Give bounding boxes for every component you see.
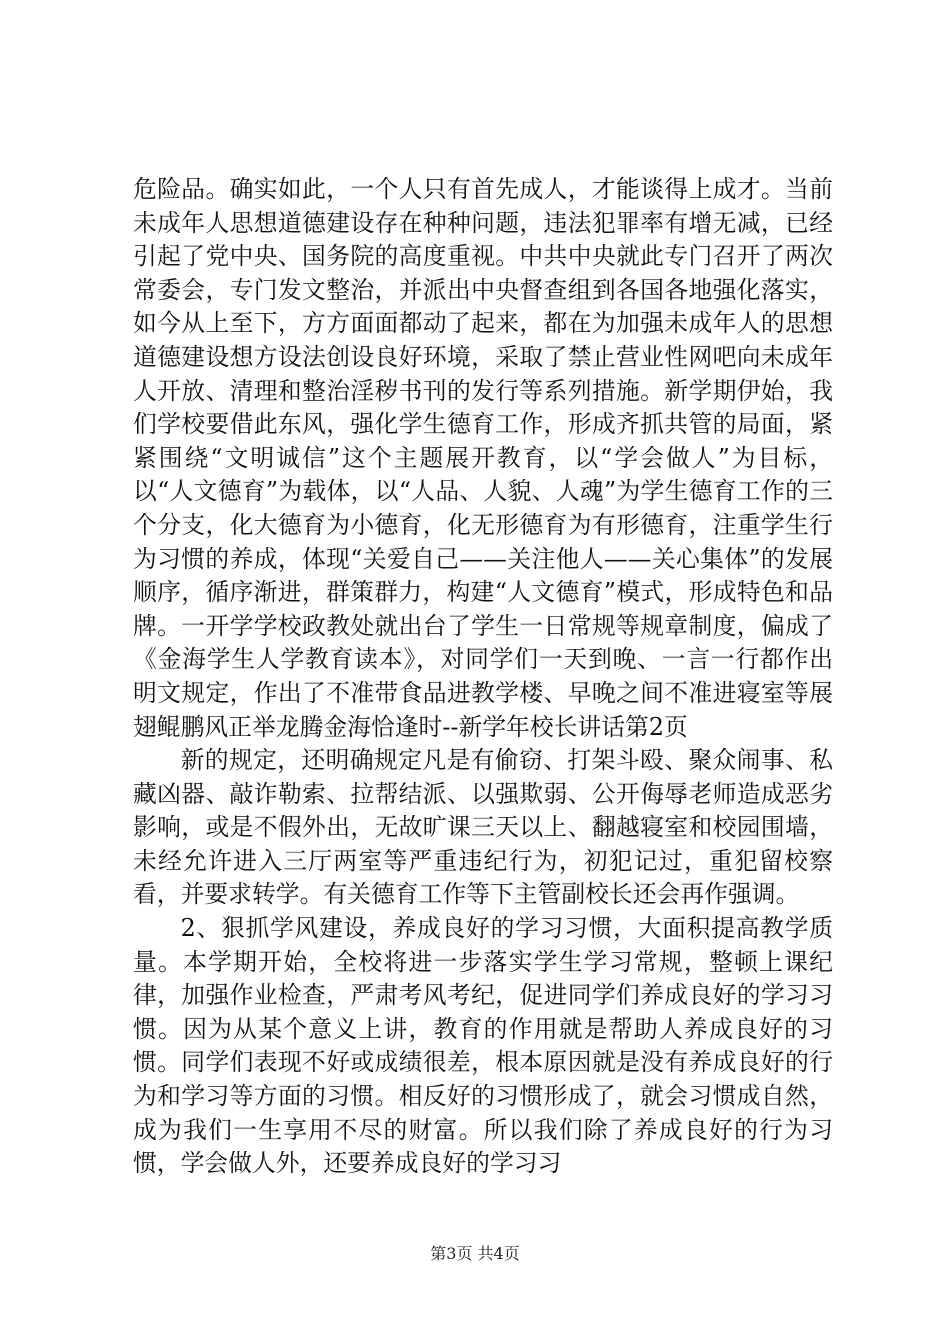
page-footer: 第3页 共4页: [430, 1244, 520, 1263]
paragraph-2: 新的规定，还明确规定凡是有偷窃、打架斗殴、聚众闹事、私藏凶器、敲诈勒索、拉帮结派、以强欺弱、公开侮辱老师造成恶劣影响，或是不假外出，无故旷课三天以上、翻越寝室和校园围墙，未经允许进入三厅两室等严重违纪行为，初犯记过，重犯留校察看，并要求转学。有关德育工作等下主管副校长还会再作强调。: [133, 746, 833, 909]
paragraph-3: 2、狠抓学风建设，养成良好的学习习惯，大面积提高教学质量。本学期开始，全校将进一步落实学生学习常规，整顿上课纪律，加强作业检查，严肃考风考纪，促进同学们养成良好的学习习惯。因为从某个意义上讲，教育的作用就是帮助人养成良好的习惯。同学们表现不好或成绩很差，根本原因就是没有养成良好的行为和学习等方面的习惯。相反好的习惯形成了，就会习惯成自然，成为我们一生享用不尽的财富。所以我们除了养成良好的行为习惯，学会做人外，还要养成良好的学习习: [133, 914, 833, 1178]
paragraph-1: 危险品。确实如此，一个人只有首先成人，才能谈得上成才。当前未成年人思想道德建设存在种种问题，违法犯罪率有增无减，已经引起了党中央、国务院的高度重视。中共中央就此专门召开了两次常委会，专门发文整治，并派出中央督查组到各国各地强化落实，如今从上至下，方方面面都动了起来，都在为加强未成年人的思想道德建设想方设法创设良好环境，采取了禁止营业性网吧向未成年人开放、清理和整治淫秽书刊的发行等系列措施。新学期伊始，我们学校要借此东风，强化学生德育工作，形成齐抓共管的局面，紧紧围绕“文明诚信”这个主题展开教育，以“学会做人”为目标，以“人文德育”为载体，以“人品、人貌、人魂”为学生德育工作的三个分支，化大德育为小德育，化无形德育为有形德育，注重学生行为习惯的养成，体现“关爱自己——关注他人——关心集体”的发展顺序，循序渐进，群策群力，构建“人文德育”模式，形成特色和品牌。一开学学校政教处就出台了学生一日常规等规章制度，偏成了《金海学生人学教育读本》，对同学们一天到晚、一言一行都作出明文规定，作出了不准带食品进教学楼、早晚之间不准进寝室等展翅鲲鹏风正举龙腾金海恰逢时--新学年校长讲话第2页: [133, 175, 833, 741]
document-body: [133, 173, 833, 1181]
